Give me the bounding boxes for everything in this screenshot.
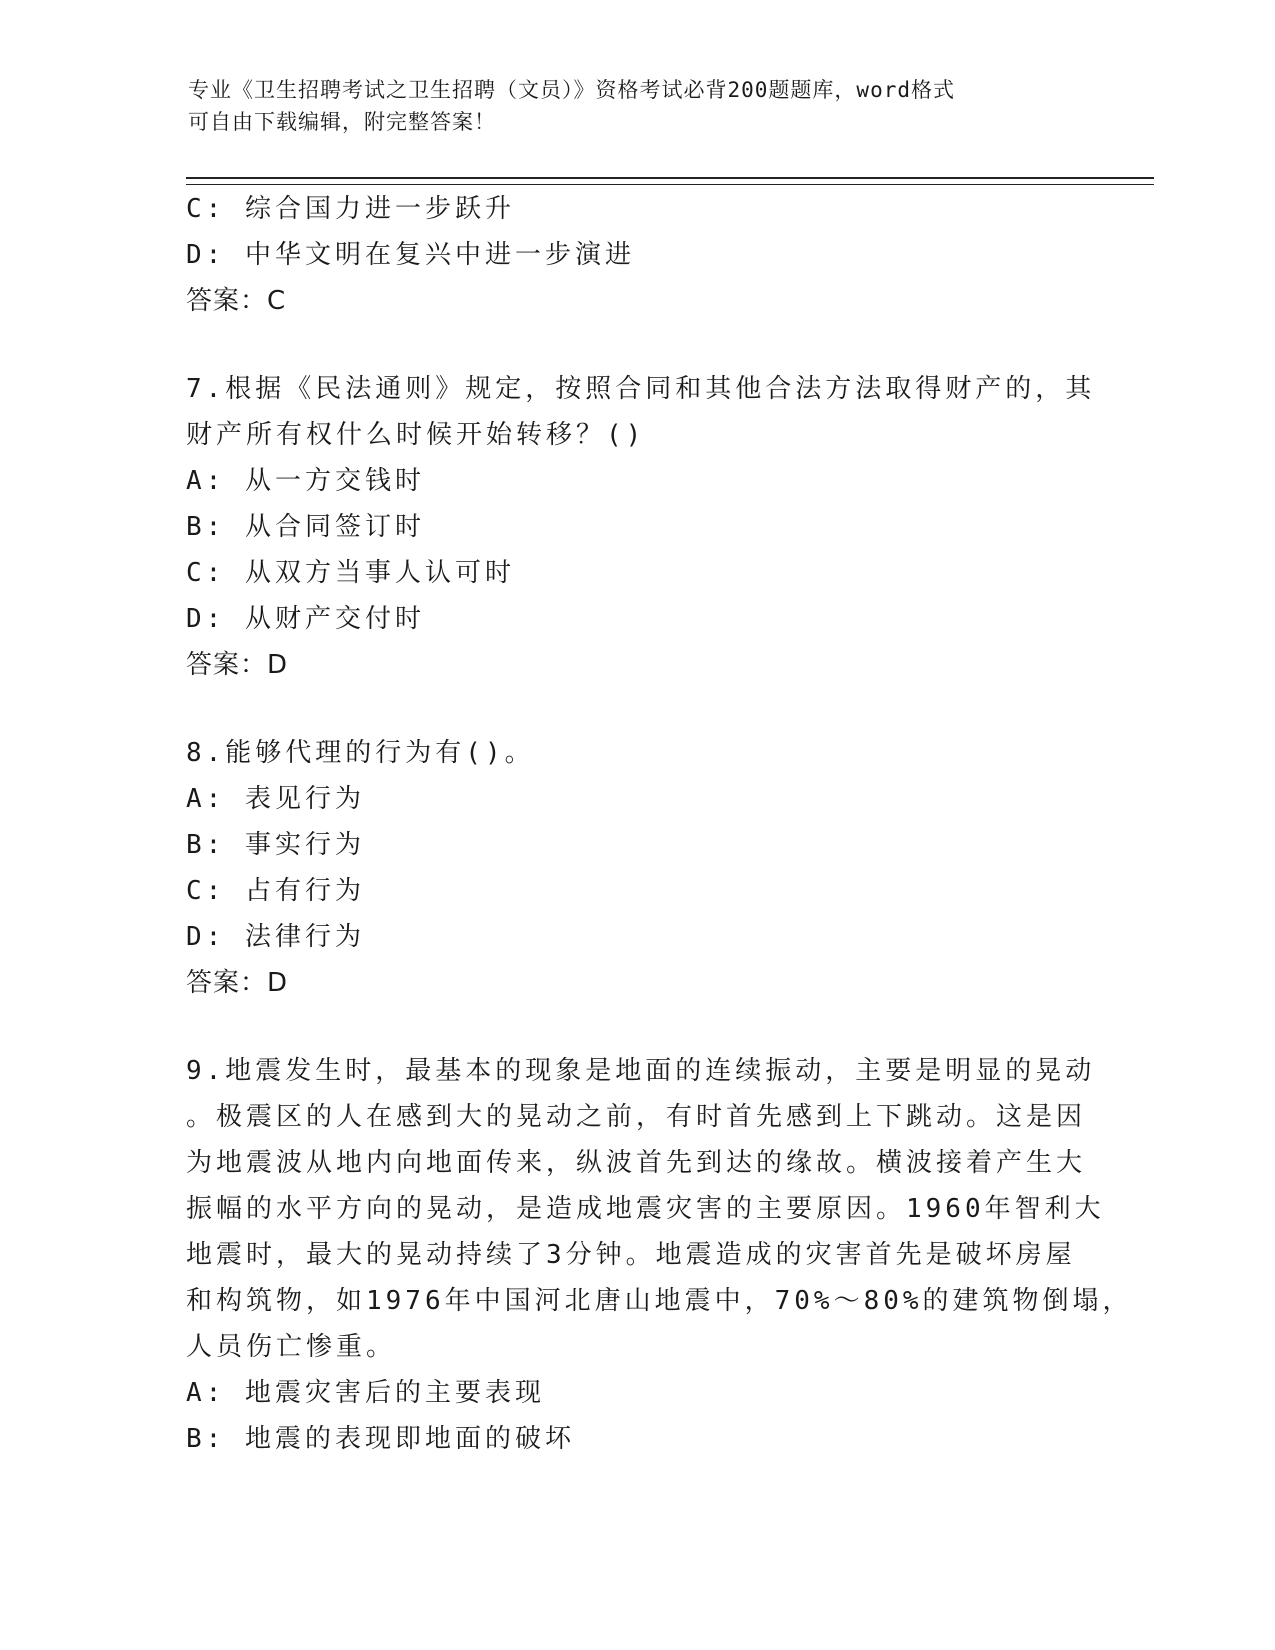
q9-question-line: 和构筑物，如1976年中国河北唐山地震中，70%～80%的建筑物倒塌， xyxy=(186,1286,1133,1316)
header-title-line-2: 可自由下载编辑，附完整答案！ xyxy=(188,110,496,134)
spacer xyxy=(186,688,1066,730)
q8-option-a: A: 表见行为 xyxy=(186,784,365,814)
q9-question-line: 为地震波从地内向地面传来，纵波首先到达的缘故。横波接着产生大 xyxy=(186,1148,1087,1178)
document-header xyxy=(188,74,1068,138)
q8-option-b: B: 事实行为 xyxy=(186,830,365,860)
q7-question-line-1: 7.根据《民法通则》规定，按照合同和其他合法方法取得财产的，其 xyxy=(186,374,1096,404)
header-divider xyxy=(186,177,1154,185)
question-content xyxy=(186,186,1133,1462)
q9-question-line: 地震时，最大的晃动持续了3分钟。地震造成的灾害首先是破坏房屋 xyxy=(186,1240,1076,1270)
q7-option-b: B: 从合同签订时 xyxy=(186,512,425,542)
q7-question-line-2: 财产所有权什么时候开始转移？() xyxy=(186,420,646,450)
q9-question-line: 人员伤亡惨重。 xyxy=(186,1332,397,1362)
q7-option-d: D: 从财产交付时 xyxy=(186,604,425,634)
q8-question: 8.能够代理的行为有()。 xyxy=(186,738,535,768)
spacer xyxy=(186,1006,1066,1048)
q9-option-b: B: 地震的表现即地面的破坏 xyxy=(186,1424,575,1454)
q6-option-c: C: 综合国力进一步跃升 xyxy=(186,194,515,224)
q9-question-line: 9.地震发生时，最基本的现象是地面的连续振动，主要是明显的晃动 xyxy=(186,1056,1096,1086)
q8-option-d: D: 法律行为 xyxy=(186,922,365,952)
q8-option-c: C: 占有行为 xyxy=(186,876,365,906)
q9-question-line: 。极震区的人在感到大的晃动之前，有时首先感到上下跳动。这是因 xyxy=(186,1102,1087,1132)
q9-option-a: A: 地震灾害后的主要表现 xyxy=(186,1378,545,1408)
question-6-block xyxy=(186,186,1066,324)
question-9-block xyxy=(186,1048,1133,1462)
question-7-block xyxy=(186,366,1096,688)
q8-answer: 答案：D xyxy=(186,968,289,998)
q9-question-line: 振幅的水平方向的晃动，是造成地震灾害的主要原因。1960年智利大 xyxy=(186,1194,1105,1224)
q7-option-a: A: 从一方交钱时 xyxy=(186,466,425,496)
q7-answer: 答案：D xyxy=(186,650,289,680)
header-title-line-1: 专业《卫生招聘考试之卫生招聘（文员）》资格考试必背200题题库，word格式 xyxy=(188,78,955,102)
q6-option-d: D: 中华文明在复兴中进一步演进 xyxy=(186,240,635,270)
q7-option-c: C: 从双方当事人认可时 xyxy=(186,558,515,588)
spacer xyxy=(186,324,1066,366)
question-8-block xyxy=(186,730,1066,1006)
q6-answer: 答案：C xyxy=(186,286,287,316)
